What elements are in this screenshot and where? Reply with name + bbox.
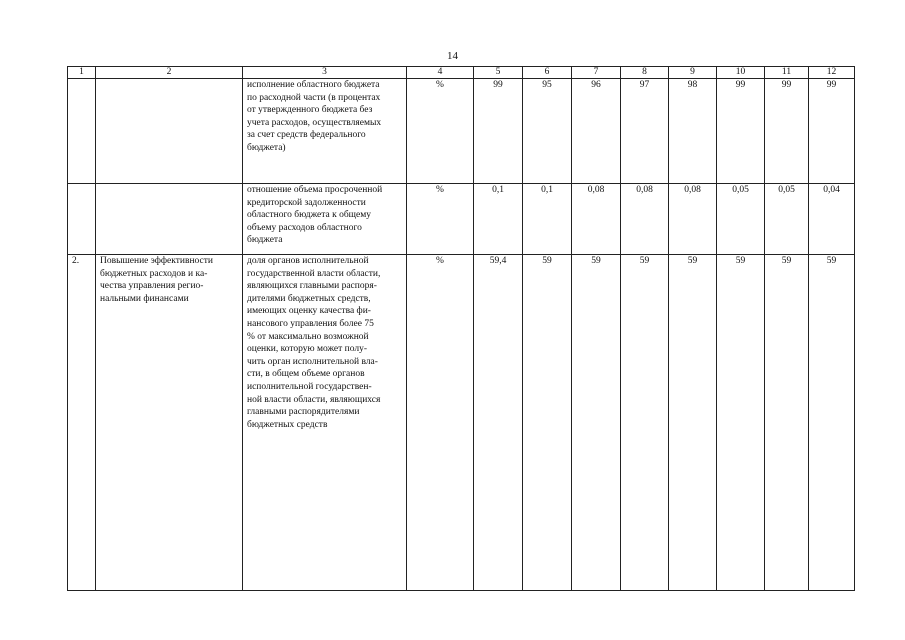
header-cell: 4 (407, 67, 474, 79)
value-cell: 0,08 (669, 184, 717, 255)
table-row (68, 255, 855, 591)
goal-cell (96, 184, 243, 255)
table-row (68, 184, 855, 255)
header-cell: 9 (669, 67, 717, 79)
value-cell: 59 (669, 255, 717, 591)
value-cell: 99 (809, 79, 855, 184)
indicator-cell: отношение объема просроченной кредиторской задолженности областного бюджета к общему объему расходов областного бюджета (243, 184, 407, 255)
goal-cell: Повышение эффективности бюджетных расходов и ка- чества управления регио- нальными финансами (96, 255, 243, 591)
value-cell: 0,1 (523, 184, 572, 255)
value-cell: 59 (809, 255, 855, 591)
row-number-cell (68, 79, 96, 184)
value-cell: 0,05 (765, 184, 809, 255)
value-cell: 59 (621, 255, 669, 591)
goal-cell (96, 79, 243, 184)
value-cell: 95 (523, 79, 572, 184)
value-cell: 0,04 (809, 184, 855, 255)
value-cell: 99 (717, 79, 765, 184)
header-cell: 7 (572, 67, 621, 79)
table-row (68, 79, 855, 184)
value-cell: 96 (572, 79, 621, 184)
value-cell: 0,08 (572, 184, 621, 255)
header-cell: 3 (243, 67, 407, 79)
header-cell: 2 (96, 67, 243, 79)
value-cell: 59 (572, 255, 621, 591)
row-number-cell: 2. (68, 255, 96, 591)
header-cell: 11 (765, 67, 809, 79)
header-row (68, 67, 855, 79)
value-cell: 59 (717, 255, 765, 591)
indicator-cell: доля органов исполнительной государственной власти области, являющихся главными распоря- дителями бюджетных средств, имеющих оценку качества фи- нансового управления более 75 % от максимально возможной оценки, которую может полу- чить орган исполнительной вла- сти, в общем объеме органов исполнительной государствен- ной власти области, являющихся главными распорядителями бюджетных средств (243, 255, 407, 591)
indicators-table (67, 66, 855, 591)
value-cell: 0,08 (621, 184, 669, 255)
value-cell: 0,05 (717, 184, 765, 255)
header-cell: 5 (474, 67, 523, 79)
value-cell: 59 (523, 255, 572, 591)
value-cell: 59,4 (474, 255, 523, 591)
value-cell: 99 (765, 79, 809, 184)
value-cell: 0,1 (474, 184, 523, 255)
header-cell: 12 (809, 67, 855, 79)
page-number: 14 (447, 50, 458, 62)
value-cell: 59 (765, 255, 809, 591)
header-cell: 8 (621, 67, 669, 79)
row-number-cell (68, 184, 96, 255)
unit-cell: % (407, 79, 474, 184)
indicator-cell: исполнение областного бюджета по расходной части (в процентах от утвержденного бюджета без учета расходов, осуществляемых за счет средств федерального бюджета) (243, 79, 407, 184)
header-cell: 1 (68, 67, 96, 79)
header-cell: 10 (717, 67, 765, 79)
value-cell: 97 (621, 79, 669, 184)
unit-cell: % (407, 184, 474, 255)
value-cell: 99 (474, 79, 523, 184)
unit-cell: % (407, 255, 474, 591)
value-cell: 98 (669, 79, 717, 184)
header-cell: 6 (523, 67, 572, 79)
